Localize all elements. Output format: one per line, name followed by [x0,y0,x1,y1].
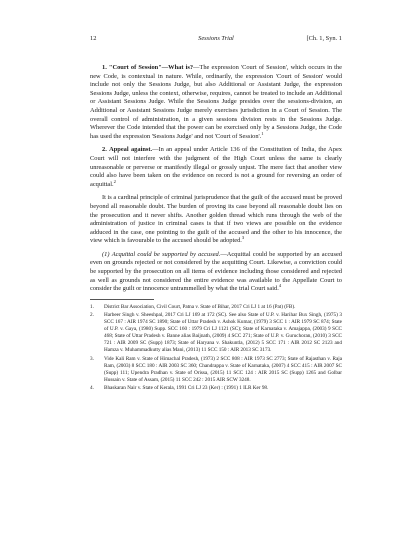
footnote-marker: 3 [241,235,245,241]
section-heading: "Court of Session"—What is? [108,64,194,71]
footnote [90,304,342,311]
paragraph-text: It is a cardinal principle of criminal jurisprudence that the guilt of the accused must be proved beyond all reasonable doubt. The burden of proving its case beyond all reasonable doubt lies on the prosecution and it never shifts. Another golden thread which runs through the web of the administration of justice in criminal cases is that if two views are possible on the evidence adduced in the case, one pointing to the guilt of the accused and the other to his innocence, the view which is favourable to the accused should be adopted. [90,194,342,245]
section-court-of-session [90,64,342,141]
footnote-marker: 2 [113,178,116,184]
footnote-number: 4. [90,384,94,391]
footnote-text: Vide Kali Ram v. State of Himachal Pradesh, (1973) 2 SCC 808 : AIR 1973 SC 2773; State of Rajasthan v. Raja Ram, (2003) 8 SCC 180 : AIR 2003 SC 360; Chandrappa v. State of Karnataka, (2007) 4 SCC 415 : AIR 2007 SC (Supp) 111; Upendra Pradhan v. State of Orissa, (2015) 11 SCC 124 : AIR 2015 SC (Supp) 1265 and Golbar Hussain v. State of Assam, (2015) 11 SCC 242 : 2015 AIR SCW 3248. [104,355,342,383]
subsection-number: (1) [102,250,110,258]
running-header [90,33,342,45]
section-number: 1. [102,64,107,71]
section-text: —The expression 'Court of Session', which occurs in the new Code, is contextual in nature. While, ordinarily, the expression 'Court of Session' would include not only the Sessions Judge, but also Additional or Assistant Judge, the expression Sessions Judge, unless the context, otherwise, requires, cannot be treated to include an Additional or Assistant Sessions Judge. While the Sessions Judge presides over the sessions-division, an Additional or Assistant Sessions Judge merely exercises jurisdiction in a Court of Session. The overall control of administration, in a given sessions division rests in the Sessions Judge. Wherever the Code intended that the power can be exercised only by a Sessions Judge, the Code has used the expression 'Sessions Judge' and not 'Court of Session'. [90,64,342,140]
paragraph-cardinal-principle [90,194,342,246]
footnote-text: Harbeer Singh v. Sheeshpal, 2017 Cri LJ 169 at 172 (SC). See also State of U.P. v. Harihar Bux Singh, (1975) 3 SCC 167 : AIR 1974 SC 1890; State of Uttar Pradesh v. Ashok Kumar, (1979) 3 SCC 1 : AIR 1979 SC 874; State of U.P. v. Gaya, (1980) Supp. SCC 160 : 1979 Cri LJ 1121 (SC); State of Karnataka v. Amajappa, (2003) 9 SCC 468; State of Uttar Pradesh v. Banne alias Baijnath, (2009) 4 SCC 271; State of U.P. v. Guruchoran, (2010) 3 SCC 721 : AIR 2009 SC (Supp) 1873; State of Haryana v. Shakuntla, (2012) 5 SCC 171 : AIR 2012 SC 2123 and Hamza v. Muhammadkutty alias Mani, (2013) 11 SCC 150 : AIR 2013 SC 3173. [104,311,342,354]
section-appeal-against [90,146,342,189]
section-text: —In an appeal under Article 136 of the Constitution of India, the Apex Court will not interfere with the judgment of the High Court unless the same is clearly unreasonable or perverse or manifestly illegal or grossly unjust. The mere fact that another view could also have been taken on the evidence on record is not a ground for reversing an order of acquittal. [90,146,342,188]
footnote-marker: 4 [278,283,282,289]
footnote [90,356,342,384]
footnote-divider [90,299,154,300]
running-title: Sessions Trial [198,35,234,42]
chapter-reference: [Ch. 1, Syn. 1 [306,35,342,42]
section-number: 2. [102,146,107,154]
footnote-text: Bhaskaran Nair v. State of Kerala, 1991 Cri LJ 23 (Ker) : (1991) 1 ILR Ker 98. [104,384,269,391]
subsection-heading: Acquittal could be supported by accused. [111,250,221,258]
footnote-number: 2. [90,311,94,318]
footnotes [90,304,342,392]
footnote-number: 3. [90,355,94,362]
paragraph-text: —Acquittal could be supported by an accused even on grounds rejected or not considered by the acquitting Court. Likewise, a conviction could be supported by the prosecution on all items of evidence including those considered and rejected as well as grounds not considered the entire evidence was available to the Appellate Court to consider the guilt or innocence untrammelled by what the trial Court said. [90,250,343,293]
footnote [90,385,342,392]
paragraph-acquittal-supported [90,251,342,294]
footnote-text: District Bar Association, Civil Court, Patna v. State of Bihar, 2017 Cri LJ 1 at 16 (Pat) (FB). [104,303,296,310]
page-number: 12 [90,35,97,42]
page-body [90,64,342,393]
footnote-number: 1. [90,303,94,310]
footnote [90,312,342,355]
footnote-marker: 1 [261,130,264,136]
section-heading: Appeal against. [109,146,153,154]
